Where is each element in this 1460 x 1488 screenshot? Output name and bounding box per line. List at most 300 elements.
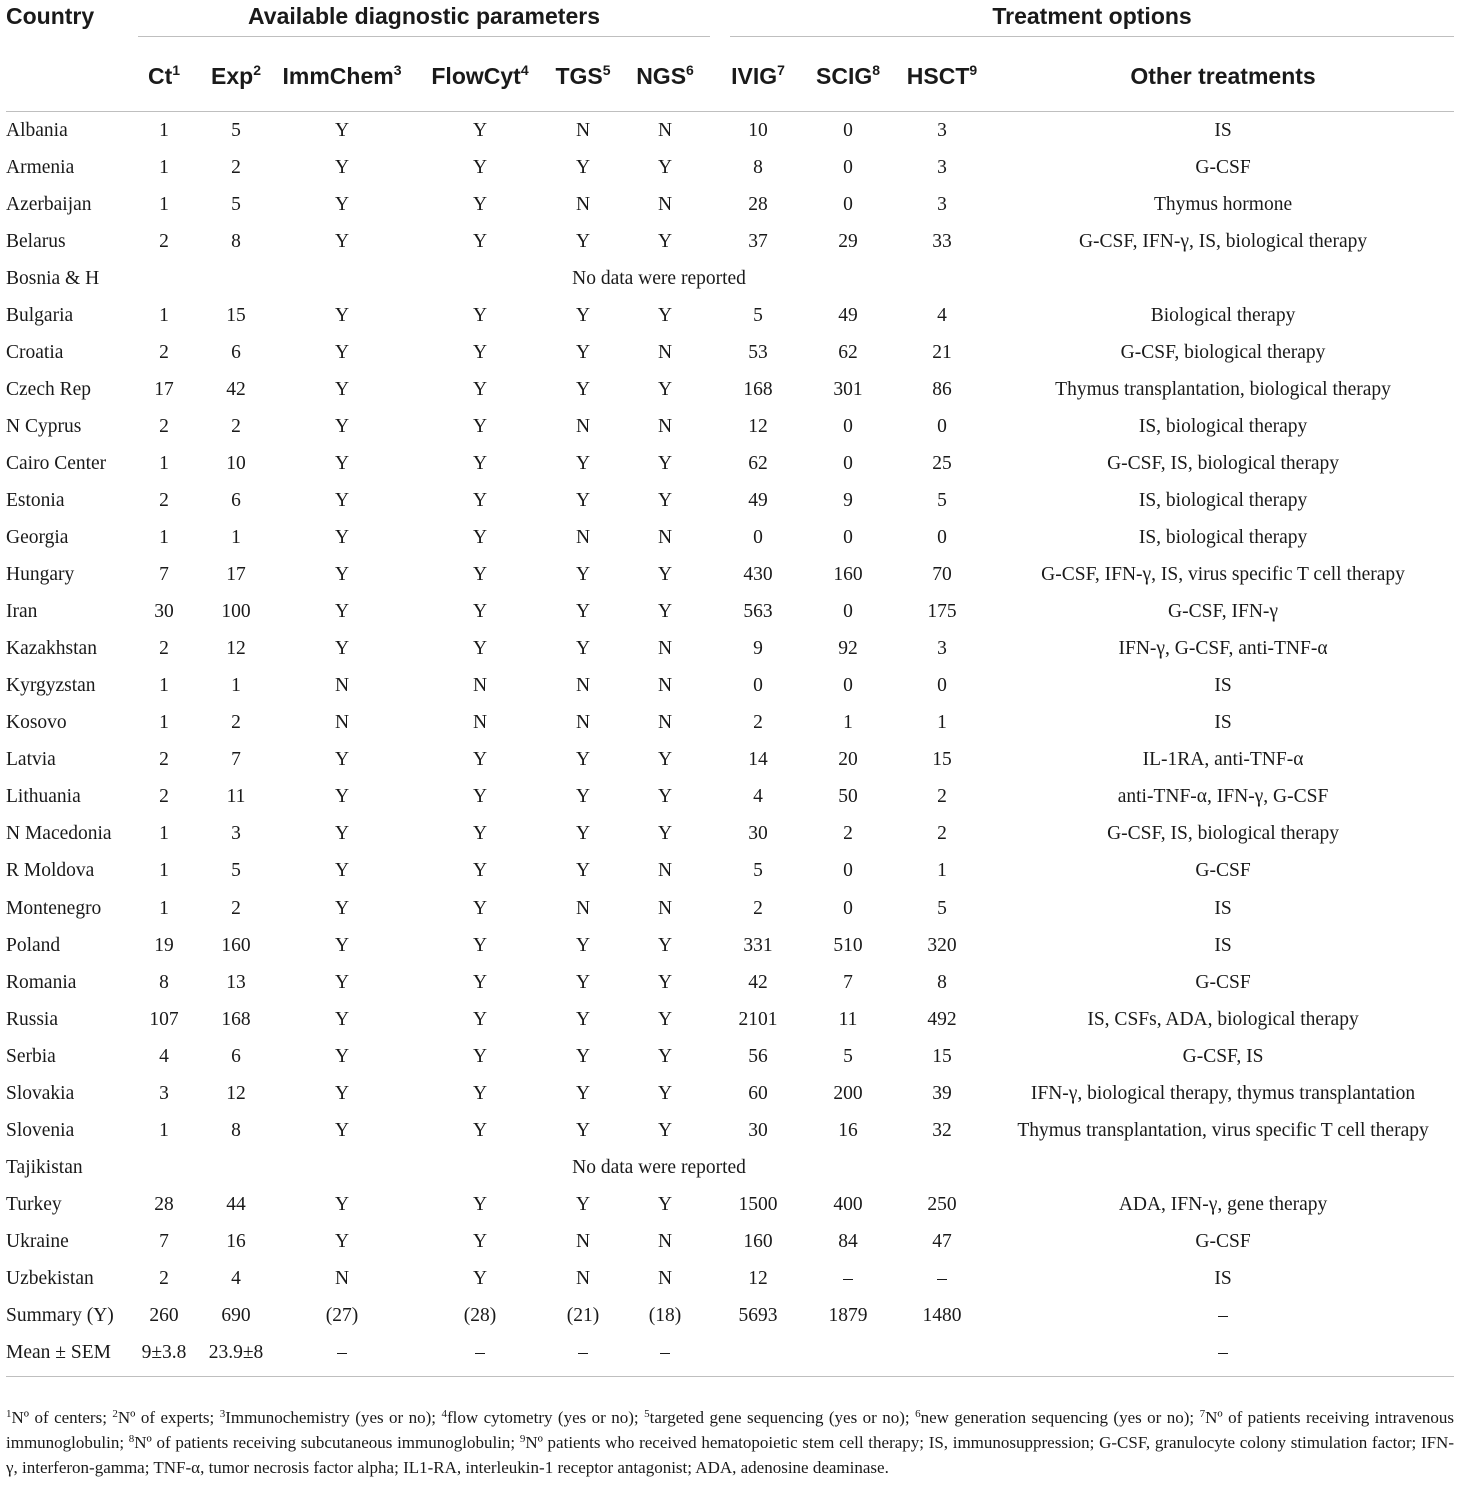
table-cell: 12: [226, 1082, 246, 1104]
country-cell: Iran: [6, 601, 38, 623]
table-cell: [804, 1335, 892, 1377]
table-cell: 100: [221, 601, 251, 623]
table-footnote: [6, 1405, 1454, 1480]
table-cell: 160: [743, 1230, 773, 1252]
table-cell: 10: [748, 119, 768, 141]
table-cell: Y: [657, 489, 673, 511]
table-cell: N: [657, 193, 673, 215]
table-cell: 0: [843, 156, 853, 178]
table-cell: N: [575, 1230, 591, 1252]
table-cell: Thymus transplantation, virus specific T cell therapy: [1017, 1119, 1429, 1141]
table-cell: 12: [748, 1267, 768, 1289]
table-row: [6, 260, 1454, 297]
table-cell: (18): [648, 1305, 682, 1327]
table-cell: Y: [334, 823, 350, 845]
table-cell: 1: [231, 527, 241, 549]
table-cell: Y: [334, 1008, 350, 1030]
footnote-text: flow cytometry (yes or no);: [446, 1408, 645, 1427]
table-cell: 0: [753, 527, 763, 549]
country-cell: N Macedonia: [6, 823, 112, 845]
country-cell: Slovenia: [6, 1119, 75, 1141]
table-cell: 0: [843, 415, 853, 437]
country-cell: Bosnia & H: [6, 267, 100, 289]
column-header-scig: [804, 41, 892, 112]
table-cell: 15: [932, 1045, 952, 1067]
table-cell: 168: [743, 378, 773, 400]
table-cell: –: [937, 1267, 947, 1289]
table-cell: 92: [838, 638, 858, 660]
table-cell: Y: [657, 378, 673, 400]
table-row: [6, 779, 1454, 816]
table-cell: Y: [472, 341, 488, 363]
table-row: [6, 1038, 1454, 1075]
table-cell: IL-1RA, anti-TNF-α: [1142, 749, 1304, 771]
table-cell: 25: [932, 452, 952, 474]
table-cell: 7: [159, 1230, 169, 1252]
table-cell: 331: [743, 934, 773, 956]
country-cell: Russia: [6, 1008, 59, 1030]
table-cell: 4: [753, 786, 763, 808]
table-cell: 7: [159, 564, 169, 586]
table-cell: 160: [221, 934, 251, 956]
table-cell: anti-TNF-α, IFN-γ, G-CSF: [1117, 786, 1329, 808]
table-cell: Y: [334, 1045, 350, 1067]
table-cell: –: [618, 1335, 712, 1377]
table-cell: G-CSF: [1195, 860, 1251, 882]
table-cell: 19: [154, 934, 174, 956]
table-cell: Y: [657, 156, 673, 178]
table-cell: Y: [334, 193, 350, 215]
table-cell: 1: [159, 193, 169, 215]
country-cell: Slovakia: [6, 1082, 75, 1104]
table-cell: 2: [159, 230, 169, 252]
footnote-text: Immunochemistry (yes or no);: [225, 1408, 442, 1427]
column-header-footnote-mark: 1: [172, 61, 181, 78]
table-cell: 563: [743, 601, 773, 623]
table-cell: –: [843, 1267, 853, 1289]
table-cell: 5: [231, 860, 241, 882]
table-cell: Y: [472, 749, 488, 771]
column-header-footnote-mark: 2: [253, 61, 261, 78]
table-cell: Y: [334, 749, 350, 771]
table-cell: Y: [472, 230, 488, 252]
table-cell: 2: [937, 823, 947, 845]
table-cell: –: [412, 1335, 548, 1377]
table-cell: 1: [159, 156, 169, 178]
table-row: [6, 631, 1454, 668]
table-cell: IS, CSFs, ADA, biological therapy: [1087, 1008, 1359, 1030]
footnote-mark: 8: [128, 1433, 135, 1445]
table-row: [6, 853, 1454, 890]
table-cell: Y: [472, 1267, 488, 1289]
country-cell: Summary (Y): [6, 1305, 114, 1327]
table-cell: 260: [149, 1305, 179, 1327]
table-cell: 50: [838, 786, 858, 808]
table-cell: 3: [231, 823, 241, 845]
table-cell: Y: [472, 415, 488, 437]
column-header-label: Ct: [147, 62, 173, 89]
column-header-ivig: [712, 41, 804, 112]
footnote-mark: 2: [112, 1408, 118, 1420]
table-cell: 1: [159, 823, 169, 845]
column-header-label: Exp: [211, 62, 254, 89]
table-cell: 12: [226, 638, 246, 660]
country-cell: Bulgaria: [6, 304, 74, 326]
table-cell: 6: [231, 341, 241, 363]
column-header-exp: [200, 41, 272, 112]
table-cell: 9: [753, 638, 763, 660]
table-cell: Y: [657, 749, 673, 771]
table-row: [6, 1001, 1454, 1038]
table-cell: 1: [159, 860, 169, 882]
table-cell: 510: [833, 934, 863, 956]
table-row: [6, 297, 1454, 334]
table-cell: N: [575, 415, 591, 437]
table-cell: 2: [159, 1267, 169, 1289]
table-cell: 2: [937, 786, 947, 808]
table-cell: –: [272, 1335, 412, 1377]
table-row: [6, 223, 1454, 260]
table-cell: N: [657, 675, 673, 697]
table-row: [6, 594, 1454, 631]
table-cell: Y: [575, 934, 591, 956]
table-cell: 33: [932, 230, 952, 252]
table-cell: Y: [472, 638, 488, 660]
table-cell: G-CSF, IFN-γ, IS, biological therapy: [1078, 230, 1368, 252]
table-cell: 84: [838, 1230, 858, 1252]
table-cell: G-CSF, biological therapy: [1120, 341, 1326, 363]
treatment-group-label: Treatment options: [730, 3, 1454, 37]
table-cell: Y: [472, 1082, 488, 1104]
table-cell: 1: [937, 860, 947, 882]
table-cell: 2: [159, 415, 169, 437]
table-cell: Y: [657, 934, 673, 956]
table-cell: Thymus hormone: [1153, 193, 1293, 215]
table-cell: Y: [334, 452, 350, 474]
table-cell: Y: [334, 415, 350, 437]
table-cell: 0: [843, 527, 853, 549]
table-cell: N: [334, 675, 350, 697]
column-header-footnote-mark: 7: [777, 61, 785, 78]
table-cell: 42: [226, 378, 246, 400]
table-cell: 2: [159, 786, 169, 808]
table-cell: G-CSF, IS, biological therapy: [1107, 452, 1339, 474]
table-cell: [712, 1335, 804, 1377]
table-cell: Y: [472, 860, 488, 882]
table-cell: 86: [932, 378, 952, 400]
table-cell: N: [575, 897, 591, 919]
table-cell: Y: [472, 971, 488, 993]
table-cell: (27): [325, 1305, 359, 1327]
table-cell: 1: [231, 675, 241, 697]
country-cell: Belarus: [6, 230, 66, 252]
column-header-immchem: [272, 41, 412, 112]
table-cell: 2: [753, 712, 763, 734]
table-cell: N: [472, 712, 488, 734]
table-cell: 70: [932, 564, 952, 586]
footnote-mark: 3: [219, 1408, 226, 1420]
table-cell: 400: [833, 1193, 863, 1215]
table-cell: 53: [748, 341, 768, 363]
table-cell: Y: [472, 527, 488, 549]
country-cell: Albania: [6, 119, 68, 141]
column-header-hsct: [892, 41, 992, 112]
table-cell: Y: [472, 378, 488, 400]
table-cell: 107: [149, 1008, 179, 1030]
country-cell: Azerbaijan: [6, 193, 92, 215]
table-cell: Y: [575, 1193, 591, 1215]
table-cell: IS: [1214, 1267, 1232, 1289]
table-cell: 32: [932, 1119, 952, 1141]
footnote-text: Nº of experts;: [117, 1408, 220, 1427]
table-cell: 4: [231, 1267, 241, 1289]
table-cell: Y: [657, 1119, 673, 1141]
table-cell: 0: [843, 860, 853, 882]
no-data-note: No data were reported: [572, 267, 746, 289]
table-cell: 2101: [738, 1008, 778, 1030]
table-cell: 62: [748, 452, 768, 474]
country-cell: N Cyprus: [6, 415, 82, 437]
table-cell: N: [657, 1230, 673, 1252]
table-row: [6, 1149, 1454, 1186]
country-cell: Croatia: [6, 341, 64, 363]
table-row: [6, 742, 1454, 779]
table-row: [6, 149, 1454, 186]
country-cell: Montenegro: [6, 897, 102, 919]
table-cell: 6: [231, 1045, 241, 1067]
table-cell: 1: [159, 119, 169, 141]
table-cell: 44: [226, 1193, 246, 1215]
table-cell: Y: [334, 934, 350, 956]
table-cell: Y: [657, 230, 673, 252]
table-cell: IS: [1214, 897, 1232, 919]
table-cell: Y: [575, 1045, 591, 1067]
table-cell: 14: [748, 749, 768, 771]
table-cell: 30: [748, 823, 768, 845]
table-cell: 28: [748, 193, 768, 215]
table-row: [6, 927, 1454, 964]
table-cell: 0: [937, 527, 947, 549]
table-cell: 10: [226, 452, 246, 474]
table-cell: IFN-γ, biological therapy, thymus transplantation: [1030, 1082, 1416, 1104]
country-cell: Tajikistan: [6, 1156, 83, 1178]
table-row: [6, 186, 1454, 223]
table-cell: Y: [657, 1193, 673, 1215]
table-cell: Y: [575, 1082, 591, 1104]
table-cell: 6: [231, 489, 241, 511]
table-cell: 1500: [738, 1193, 778, 1215]
table-cell: Y: [472, 489, 488, 511]
table-cell: 56: [748, 1045, 768, 1067]
table-cell: Y: [472, 452, 488, 474]
table-cell: N: [575, 712, 591, 734]
table-cell: Y: [472, 193, 488, 215]
table-cell: 0: [843, 119, 853, 141]
country-header: Country: [6, 3, 95, 29]
table-cell: 3: [937, 638, 947, 660]
table-row: [6, 1260, 1454, 1297]
country-cell: Turkey: [6, 1193, 62, 1215]
table-cell: G-CSF, IFN-γ, IS, virus specific T cell therapy: [1041, 564, 1405, 586]
footnote-text: Nº of centers;: [11, 1408, 113, 1427]
footnote-mark: 5: [644, 1408, 650, 1420]
table-row: [6, 1223, 1454, 1260]
table-cell: –: [1218, 1305, 1228, 1327]
table-cell: Y: [334, 156, 350, 178]
table-cell: Y: [575, 452, 591, 474]
table-cell: 3: [937, 193, 947, 215]
footnote-text: Nº patients who received hematopoietic stem cell therapy; IS, immunosuppression; G-CSF, granulocyte colony stimulation factor; IFN- γ, interferon-gamma; TNF-α, tumor necrosis factor alpha; IL1-RA, interleukin-1 receptor antagonist; ADA, adenosine deaminase.: [6, 1433, 1454, 1477]
country-cell: Cairo Center: [6, 452, 107, 474]
table-cell: 7: [231, 749, 241, 771]
country-cell: Lithuania: [6, 786, 81, 808]
table-cell: 1: [159, 452, 169, 474]
table-cell: 0: [843, 675, 853, 697]
table-cell: IS, biological therapy: [1138, 489, 1308, 511]
table-row: [6, 482, 1454, 519]
table-cell: 8: [753, 156, 763, 178]
no-data-note: No data were reported: [572, 1156, 746, 1178]
footnote-text: new generation sequencing (yes or no);: [920, 1408, 1200, 1427]
footnote-mark: 7: [1199, 1408, 1206, 1420]
table-cell: N: [575, 119, 591, 141]
table-row: [6, 334, 1454, 371]
table-cell: N: [472, 675, 488, 697]
footnote-mark: 4: [441, 1408, 447, 1420]
table-cell: 15: [932, 749, 952, 771]
table-cell: 20: [838, 749, 858, 771]
table-cell: 28: [154, 1193, 174, 1215]
table-cell: 5: [231, 119, 241, 141]
table-row: [6, 668, 1454, 705]
table-cell: 690: [221, 1305, 251, 1327]
table-row: [6, 1298, 1454, 1335]
table-cell: 1: [159, 1119, 169, 1141]
table-cell: N: [657, 638, 673, 660]
table-cell: 0: [843, 193, 853, 215]
table-cell: Y: [657, 564, 673, 586]
country-cell: Kazakhstan: [6, 638, 97, 660]
table-cell: IS, biological therapy: [1138, 415, 1308, 437]
table-row: [6, 557, 1454, 594]
table-cell: ADA, IFN-γ, gene therapy: [1118, 1193, 1328, 1215]
table-cell: 37: [748, 230, 768, 252]
table-cell: 2: [159, 489, 169, 511]
table-cell: Y: [472, 823, 488, 845]
column-header-label: TGS: [555, 62, 603, 89]
table-cell: IS: [1214, 934, 1232, 956]
table-cell: 8: [159, 971, 169, 993]
table-cell: 0: [843, 897, 853, 919]
column-header-label: FlowCyt: [431, 62, 521, 89]
table-cell: 5: [937, 897, 947, 919]
table-cell: Y: [575, 304, 591, 326]
country-header-spacer: [6, 41, 128, 112]
table-cell: 17: [226, 564, 246, 586]
table-cell: Y: [472, 897, 488, 919]
table-cell: Y: [575, 1008, 591, 1030]
table-row: [6, 1186, 1454, 1223]
footnote-mark: 6: [915, 1408, 921, 1420]
table-cell: 2: [231, 712, 241, 734]
table-cell: IS: [1214, 675, 1232, 697]
column-header-footnote-mark: 6: [686, 61, 694, 78]
table-cell: 168: [221, 1008, 251, 1030]
table-cell: Y: [657, 452, 673, 474]
table-cell: –: [548, 1335, 618, 1377]
table-cell: Y: [575, 156, 591, 178]
table-cell: N: [657, 341, 673, 363]
table-cell: 9±3.8: [128, 1335, 200, 1377]
table-cell: N: [657, 860, 673, 882]
table-cell: IS: [1214, 119, 1232, 141]
table-cell: 5: [753, 304, 763, 326]
table-cell: 0: [753, 675, 763, 697]
country-cell: Uzbekistan: [6, 1267, 94, 1289]
table-row: [6, 520, 1454, 557]
table-cell: Y: [472, 601, 488, 623]
table-cell: 2: [753, 897, 763, 919]
table-cell: Y: [575, 971, 591, 993]
column-header-flowcyt: [412, 41, 548, 112]
table-cell: 5693: [738, 1305, 778, 1327]
table-cell: 42: [748, 971, 768, 993]
footnote-text: targeted gene sequencing (yes or no);: [649, 1408, 916, 1427]
country-cell: Kyrgyzstan: [6, 675, 96, 697]
table-cell: 0: [843, 452, 853, 474]
country-cell: Czech Rep: [6, 378, 92, 400]
table-cell: 3: [937, 156, 947, 178]
table-cell: Y: [575, 489, 591, 511]
table-cell: 320: [927, 934, 957, 956]
table-cell: Y: [575, 860, 591, 882]
table-cell: Y: [334, 230, 350, 252]
table-cell: 7: [843, 971, 853, 993]
table-cell: Y: [334, 119, 350, 141]
table-cell: 2: [843, 823, 853, 845]
table-cell: IFN-γ, G-CSF, anti-TNF-α: [1118, 638, 1328, 660]
table-cell: 160: [833, 564, 863, 586]
table-cell: Y: [657, 971, 673, 993]
column-header-footnote-mark: 9: [969, 61, 978, 78]
table-cell: Y: [334, 489, 350, 511]
table-cell: 5: [937, 489, 947, 511]
table-cell: (28): [463, 1305, 497, 1327]
table-cell: Y: [657, 1045, 673, 1067]
table-cell: 30: [154, 601, 174, 623]
table-cell: N: [657, 897, 673, 919]
table-cell: Y: [657, 304, 673, 326]
table-cell: 49: [838, 304, 858, 326]
table-cell: [892, 1335, 992, 1377]
column-header-label: Other treatments: [1130, 62, 1316, 89]
table-cell: 17: [154, 378, 174, 400]
table-cell: 3: [937, 119, 947, 141]
column-header-label: NGS: [636, 62, 687, 89]
table-cell: Y: [334, 378, 350, 400]
table-cell: 8: [231, 230, 241, 252]
column-header-label: ImmChem: [282, 62, 394, 89]
country-cell: Estonia: [6, 489, 65, 511]
table-cell: 8: [937, 971, 947, 993]
table-cell: 1480: [922, 1305, 962, 1327]
table-cell: Y: [472, 934, 488, 956]
country-cell: Romania: [6, 971, 77, 993]
column-header-ct: [128, 41, 200, 112]
column-header-footnote-mark: 3: [393, 61, 402, 78]
table-cell: 2: [231, 897, 241, 919]
country-cell: Poland: [6, 934, 61, 956]
